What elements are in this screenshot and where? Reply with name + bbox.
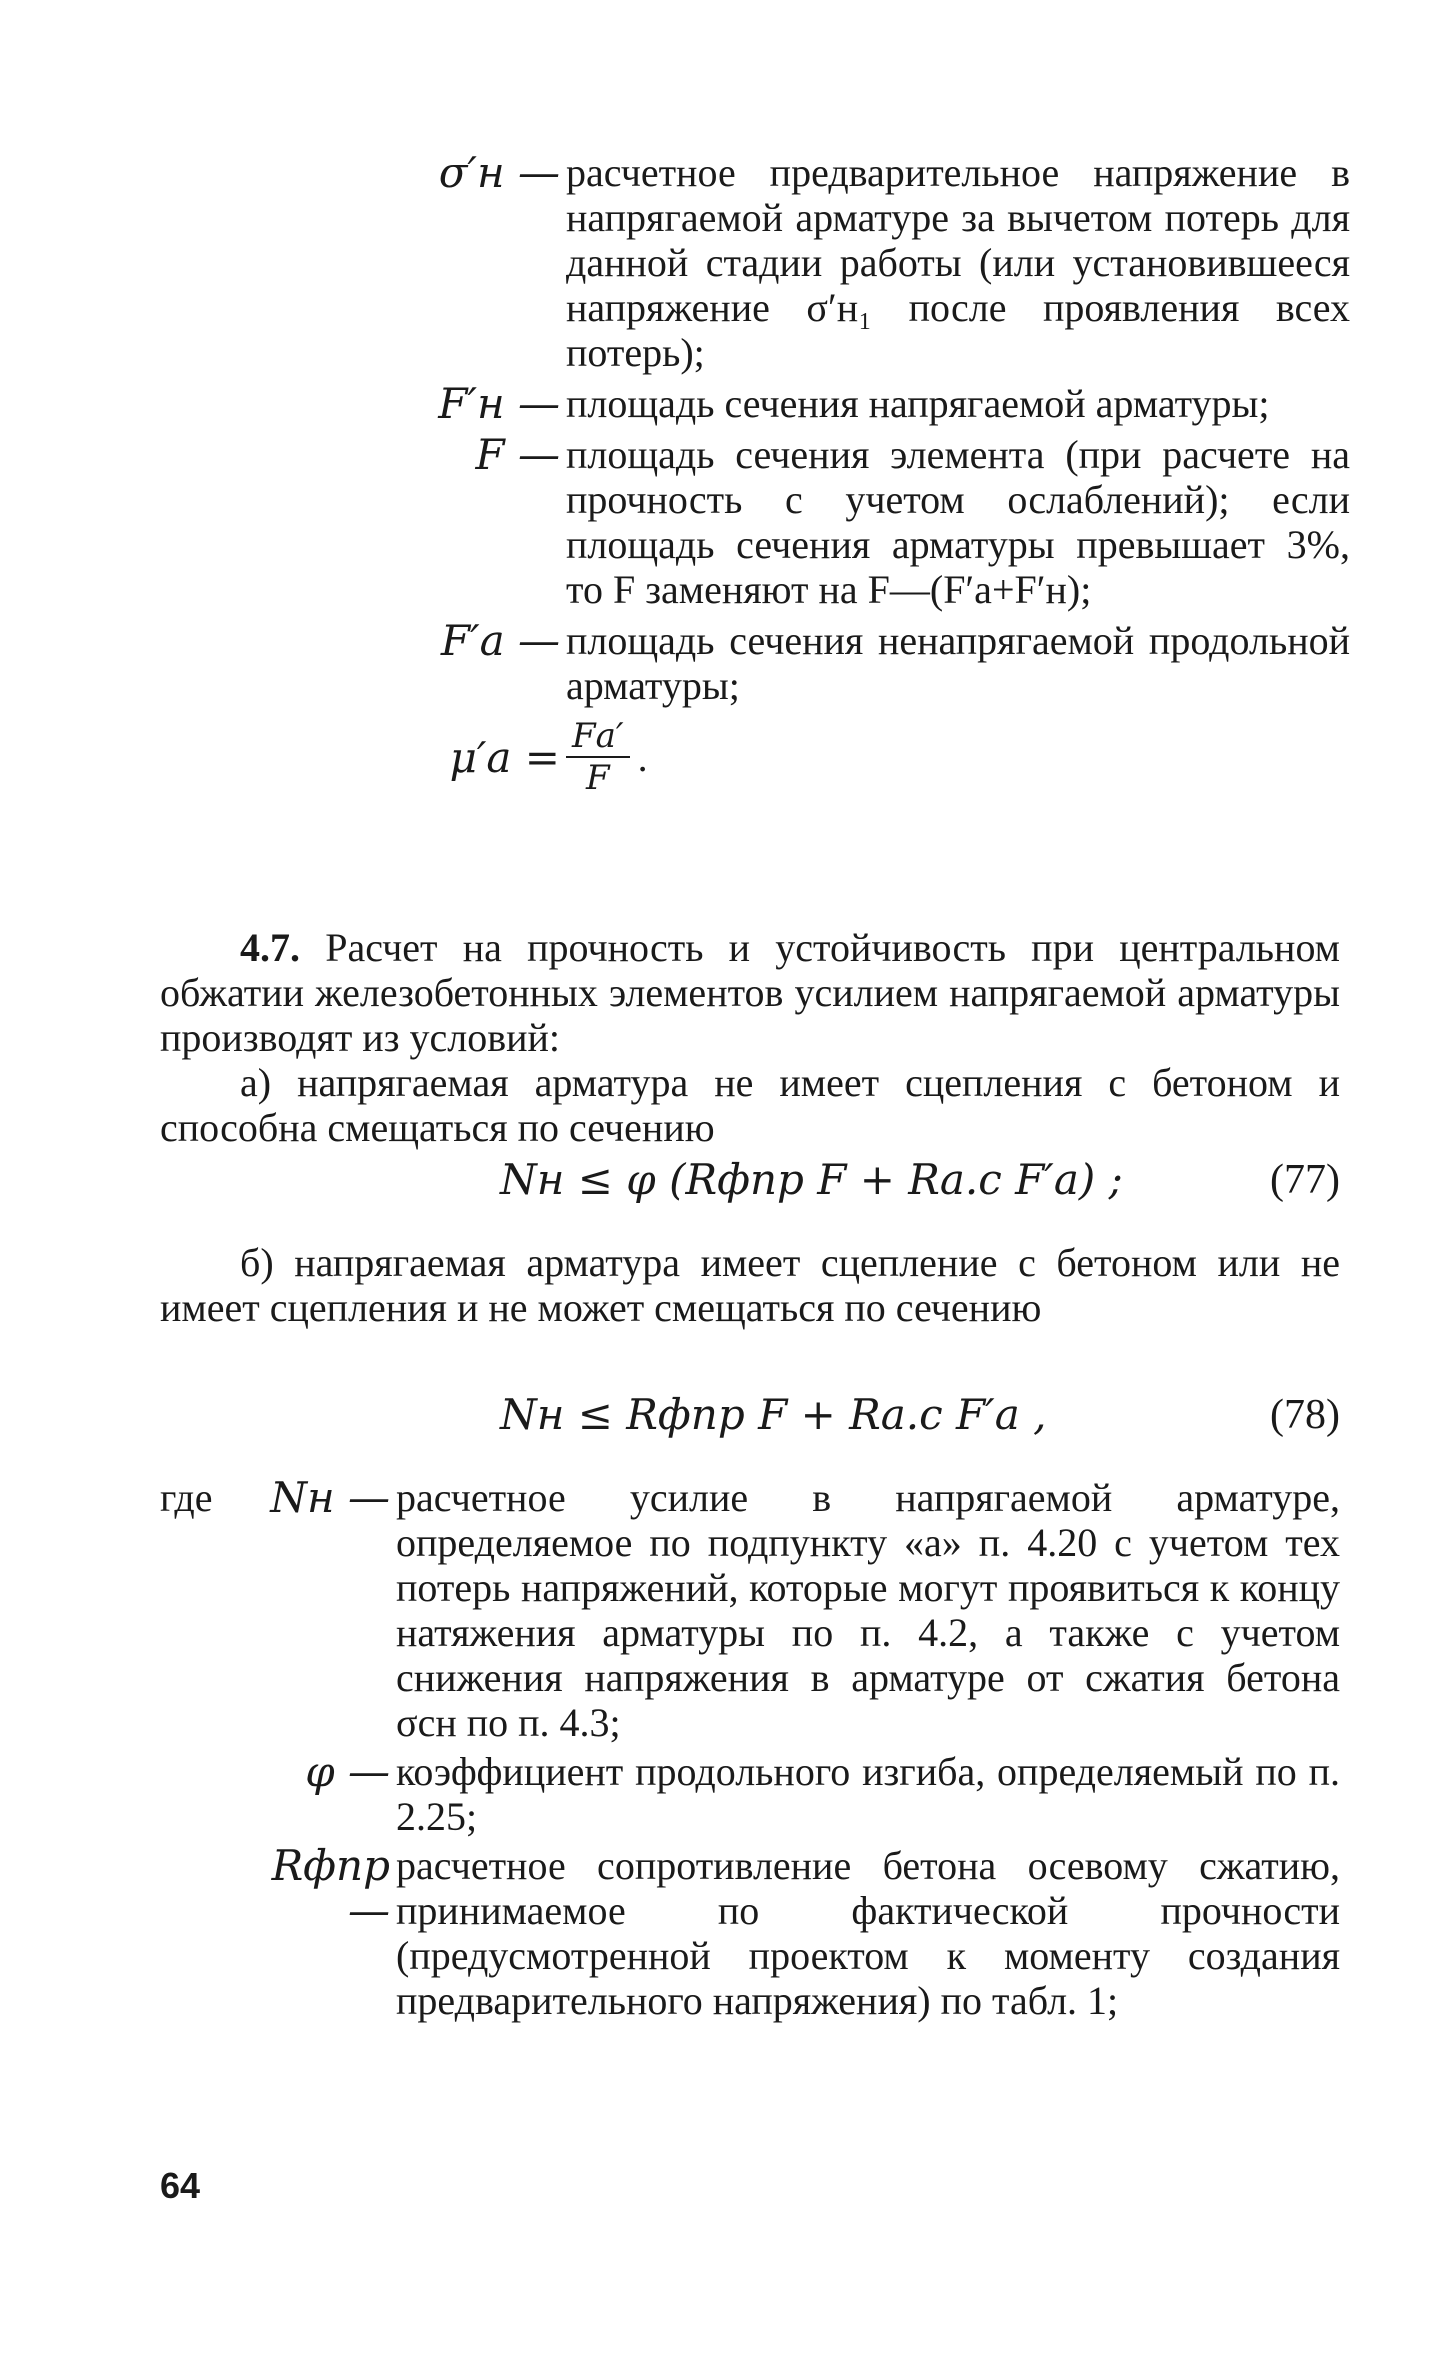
definition-symbol: F′а — [440,616,560,665]
definition-symbol: F — [475,430,560,479]
where-symbol: Nн — [270,1473,390,1522]
where-text: расчетное усилие в напрягаемой арматуре, определяемое по подпункту «а» п. 4.20 с учетом тех потерь напряжений, которые могут проявиться к концу натяжения арматуры по п. 4.2, а также с учетом снижения напряжения в арматуре от сжатия бетона σсн по п. 4.3; [396,1475,1340,1745]
where-lead: где [160,1475,213,1520]
section-intro: Расчет на прочность и устойчивость при центральном обжатии железобетонных элементов усилием напрягаемой арматуры производят из условий: [160,925,1340,1060]
definitions-block [430,150,1350,798]
definition-item [430,150,1350,375]
definition-item [430,381,1350,426]
where-item [160,1843,1340,2023]
formula-78-expression: Nн ≤ Rфпр F + Rа.с F′а , [500,1390,1047,1439]
case-a-text: а) напрягаемая арматура не имеет сцепления с бетоном и способна смещаться по сечению [160,1060,1340,1150]
where-text: коэффициент продольного изгиба, определяемый по п. 2.25; [396,1749,1340,1839]
page-number: 64 [160,2165,201,2206]
where-block [160,1475,1340,2027]
case-b-text: б) напрягаемая арматура имеет сцепление с бетоном или не имеет сцепления и не может смещаться по сечению [160,1240,1340,1330]
where-item [160,1749,1340,1839]
where-item [160,1475,1340,1745]
formula-77-expression: Nн ≤ φ (Rфпр F + Rа.с F′а) ; [500,1155,1123,1204]
formula-78-number: (78) [1270,1392,1340,1438]
mu-tail: . [637,734,648,780]
mu-formula [430,716,1350,798]
where-text: расчетное сопротивление бетона осевому сжатию, принимаемое по фактической прочности (предусмотренной проектом к моменту создания предварительного напряжения) по табл. 1; [396,1843,1340,2023]
definition-text: площадь сечения ненапрягаемой продольной арматуры; [566,618,1350,708]
mu-lhs: μ′а = [449,732,560,782]
mu-fraction [566,716,630,798]
section-paragraph [160,925,1340,1060]
mu-denominator: F [586,758,610,798]
definition-symbol: σ′н — [438,148,560,197]
mu-numerator: Fа′ [566,716,630,758]
where-symbol: φ — [305,1747,390,1796]
section-4-7-intro [160,925,1340,1150]
definition-symbol: F′н — [438,379,560,428]
definition-item [430,432,1350,612]
definition-text: площадь сечения напрягаемой арматуры; [566,381,1270,426]
formula-78 [160,1385,1340,1445]
definition-item [430,618,1350,708]
section-number: 4.7. [240,925,300,970]
definition-text: расчетное предварительное напряжение в напрягаемой арматуре за вычетом потерь для данной стадии работы (или установившееся напряжение σ′н₁ после проявления всех потерь); [566,150,1350,375]
definition-text: площадь сечения элемента (при расчете на прочность с учетом ослаблений); если площадь сечения арматуры превышает 3%, то F заменяют на F—(F′а+F′н); [566,432,1350,612]
where-symbol: Rфпр — [271,1841,390,1935]
section-case-b [160,1240,1340,1330]
formula-77-number: (77) [1270,1157,1340,1203]
formula-77 [160,1150,1340,1210]
